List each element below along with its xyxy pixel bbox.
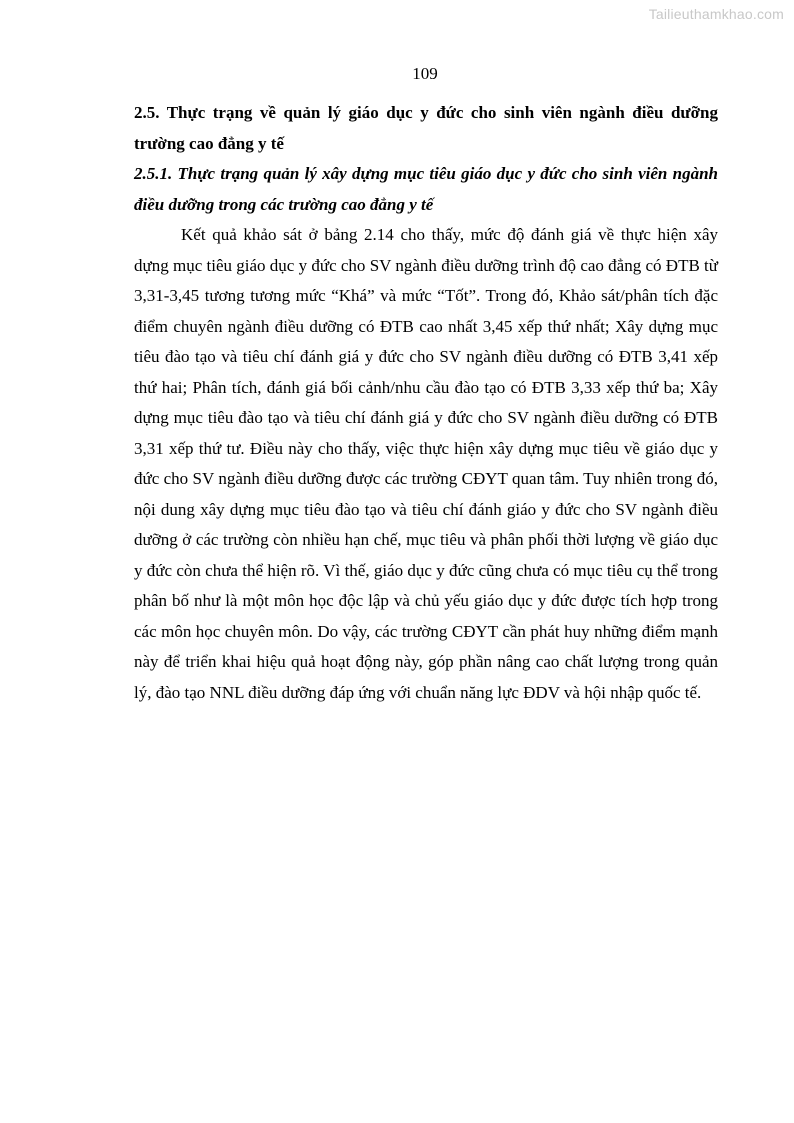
document-body [134,98,718,708]
subsection-heading: 2.5.1. Thực trạng quản lý xây dựng mục tiêu giáo dục y đức cho sinh viên ngành điều dưỡng trong các trường cao đẳng y tế [134,164,718,214]
section-heading: 2.5. Thực trạng về quản lý giáo dục y đức cho sinh viên ngành điều dưỡng trường cao đẳng y tế [134,103,718,153]
watermark: Tailieuthamkhao.com [648,6,784,22]
page-number: 109 [412,64,438,83]
body-paragraph: Kết quả khảo sát ở bảng 2.14 cho thấy, mức độ đánh giá về thực hiện xây dựng mục tiêu giáo dục y đức cho SV ngành điều dưỡng trình độ cao đẳng có ĐTB từ 3,31-3,45 tương tương mức “Khá” và mức “Tốt”. Trong đó, Khảo sát/phân tích đặc điểm chuyên ngành điều dưỡng có ĐTB cao nhất 3,45 xếp thứ nhất; Xây dựng mục tiêu đào tạo và tiêu chí đánh giá y đức cho SV ngành điều dưỡng có ĐTB 3,41 xếp thứ hai; Phân tích, đánh giá bối cảnh/nhu cầu đào tạo có ĐTB 3,33 xếp thứ ba; Xây dựng mục tiêu đào tạo và tiêu chí đánh giá y đức cho SV ngành điều dưỡng có ĐTB 3,31 xếp thứ tư. Điều này cho thấy, việc thực hiện xây dựng mục tiêu về giáo dục y đức cho SV ngành điều dưỡng được các trường CĐYT quan tâm. Tuy nhiên trong đó, nội dung xây dựng mục tiêu đào tạo và tiêu chí đánh giáo y đức cho SV ngành điều dưỡng ở các trường còn nhiều hạn chế, mục tiêu và phân phối thời lượng về giáo dục y đức còn chưa thể hiện rõ. Vì thế, giáo dục y đức cũng chưa có mục tiêu cụ thể trong phân bố như là một môn học độc lập và chủ yếu giáo dục y đức được tích hợp trong các môn học chuyên môn. Do vậy, các trường CĐYT cần phát huy những điểm mạnh này để triển khai hiệu quả hoạt động này, góp phần nâng cao chất lượng trong quản lý, đào tạo NNL điều dưỡng đáp ứng với chuẩn năng lực ĐDV và hội nhập quốc tế. [134,225,718,702]
